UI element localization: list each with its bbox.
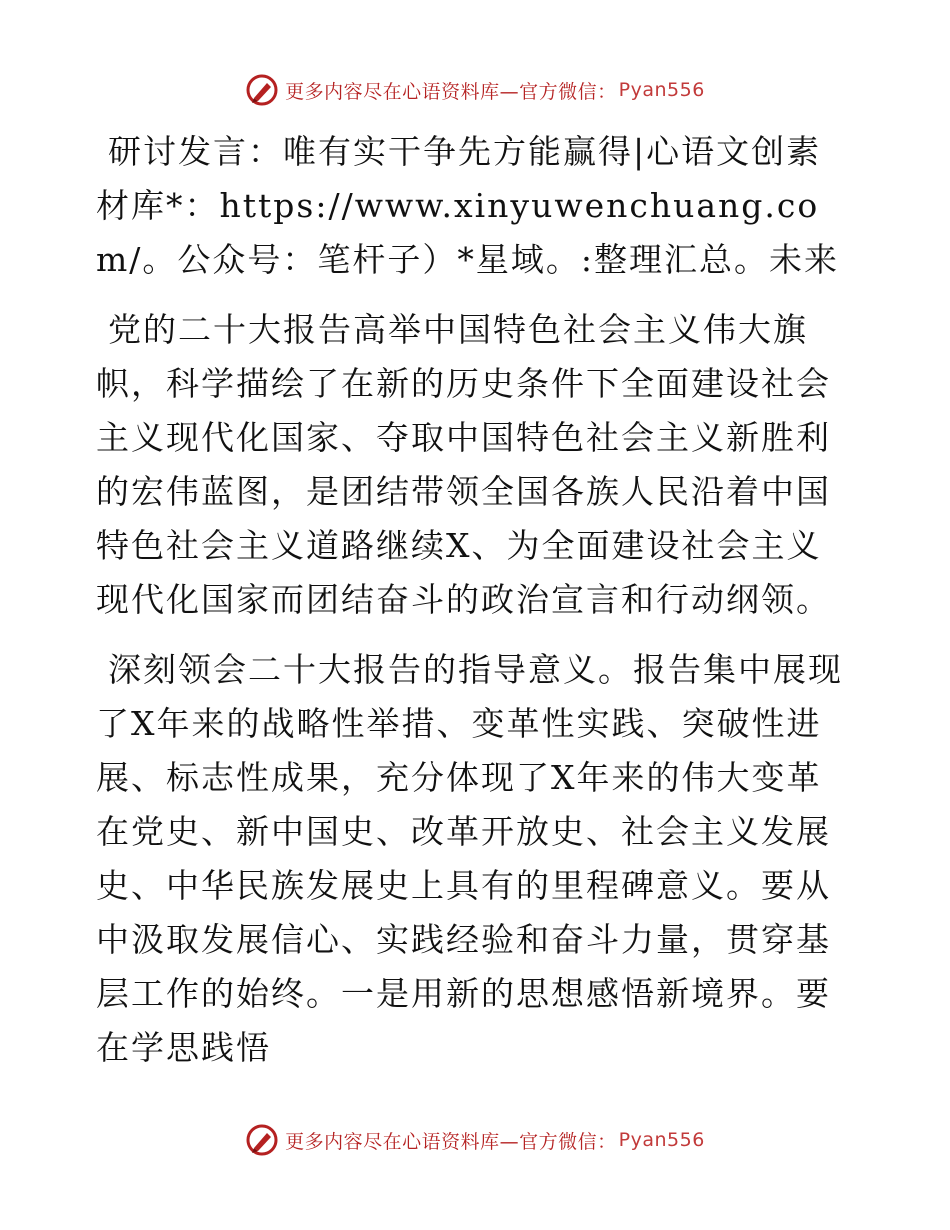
banner-text: 更多内容尽在心语资料库—官方微信： — [285, 80, 617, 103]
wechat-id: Pyan556 — [618, 1129, 705, 1151]
pen-logo-icon — [245, 1123, 279, 1157]
header-banner — [0, 70, 950, 110]
banner-text: 更多内容尽在心语资料库—官方微信： — [285, 1130, 617, 1153]
wechat-id: Pyan556 — [618, 79, 705, 101]
pen-logo-icon — [245, 73, 279, 107]
paragraph-intro: 党的二十大报告高举中国特色社会主义伟大旗帜，科学描绘了在新的历史条件下全面建设社会主义现代化国家、夺取中国特色社会主义新胜利的宏伟蓝图，是团结带领全国各族人民沿着中国特色社会主义道路继续X、为全面建设社会主义现代化国家而团结奋斗的政治宣言和行动纲领。 — [96, 310, 831, 619]
footer-banner — [0, 1120, 950, 1160]
paragraph-title: 研讨发言：唯有实干争先方能赢得|心语文创素材库*：https://www.xinyuwenchuang.com/。公众号：笔杆子）*星域。:整理汇总。未来 — [96, 132, 840, 279]
paragraph-guidance: 深刻领会二十大报告的指导意义。报告集中展现了X年来的战略性举措、变革性实践、突破性进展、标志性成果，充分体现了X年来的伟大变革在党史、新中国史、改革开放史、社会主义发展史、中华民族发展史上具有的里程碑意义。要从中汲取发展信心、实践经验和奋斗力量，贯穿基层工作的始终。一是用新的思想感悟新境界。要在学思践悟 — [96, 650, 843, 1067]
document-body — [96, 125, 856, 1091]
